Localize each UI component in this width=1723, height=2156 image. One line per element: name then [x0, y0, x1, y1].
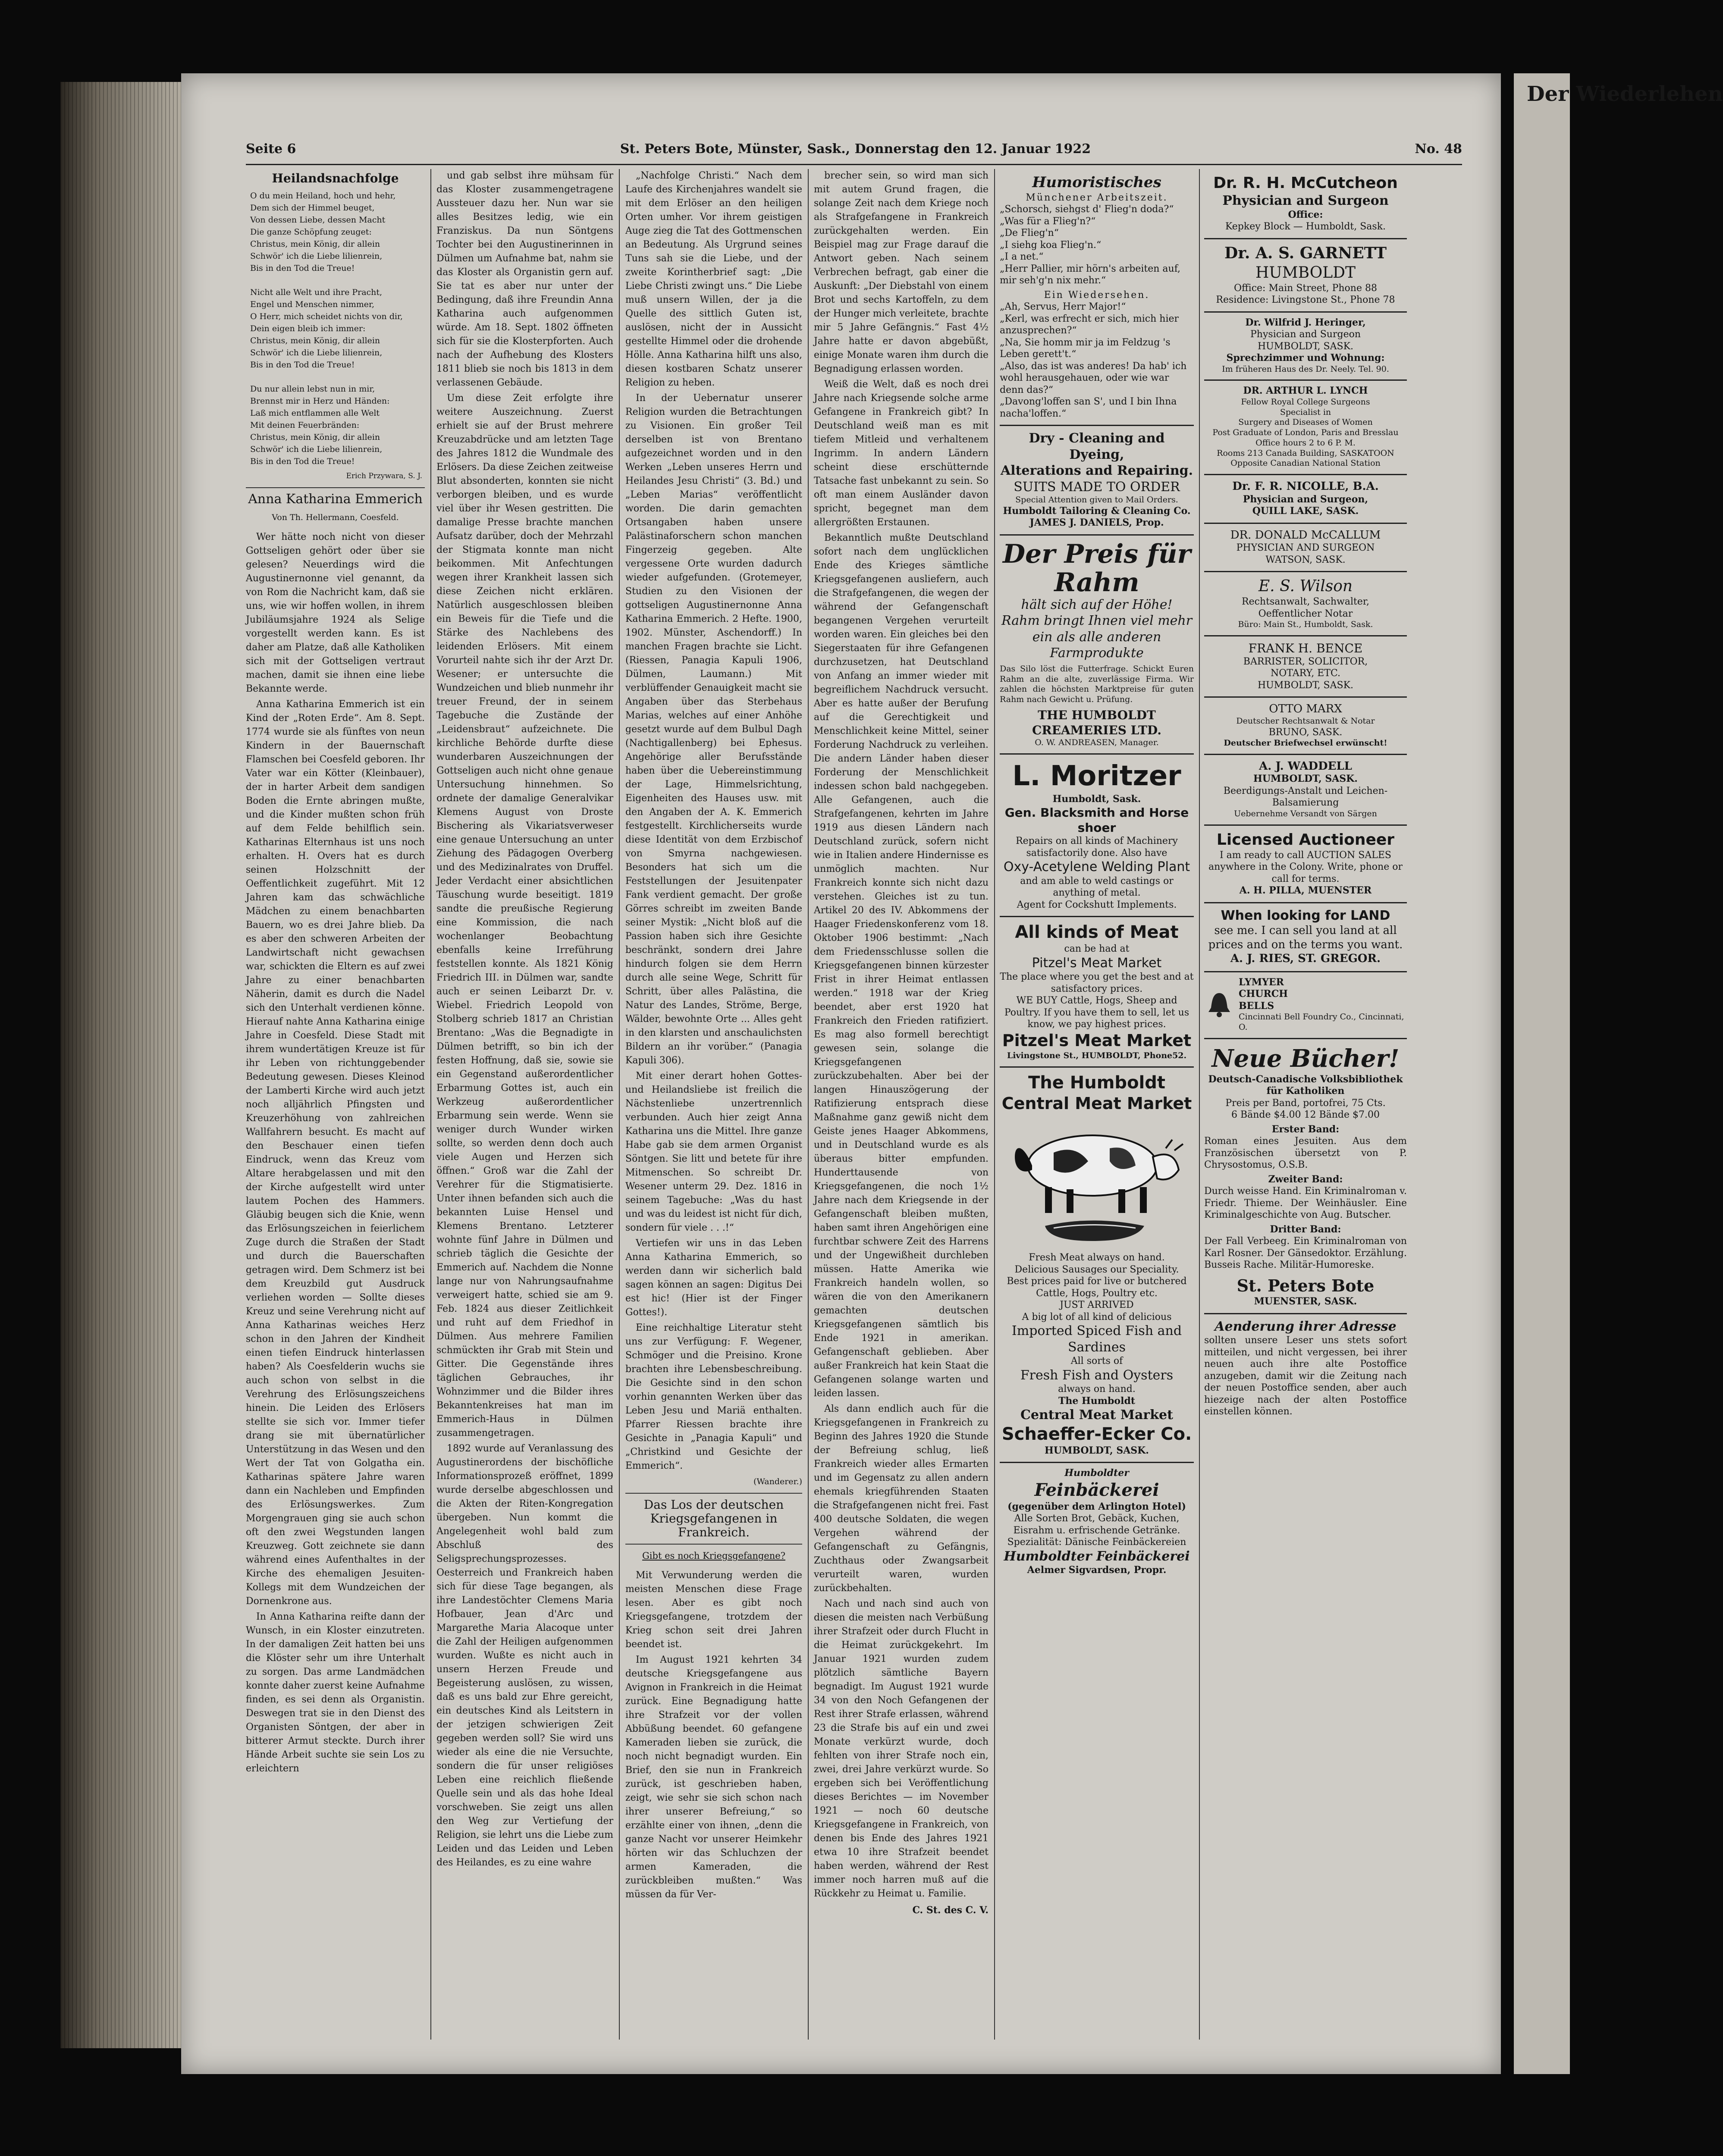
poem-line: Schwör' ich die Liebe lilienrein,: [250, 348, 383, 357]
paragraph: Wer hätte noch nicht von dieser Gottseligen gehört oder über sie gelesen? Neuerdings wird die Augustinernonne viel genannt, da von Rom die Nachricht kam, daß sie uns, wie wir hoffen wollen, in ihrem Jubiläumsjahre 1924 als Selige vorgestellt werden kann. Es ist daher am Platze, daß alle Katholiken sich mit der Gottseligen vertraut machen, damit sie ihnen eine liebe Bekannte werde.: [246, 532, 425, 694]
divider: [625, 1544, 802, 1545]
ad-line: and am able to weld castings or anything of metal.: [1020, 875, 1174, 898]
humor-line: „Herr Pallier, mir hörn's arbeiten auf, mir seh'g'n nix mehr.“: [1000, 263, 1181, 286]
ad-line: can be had at: [1064, 943, 1130, 954]
ad-line: Humboldter Feinbäckerei: [1004, 1548, 1190, 1564]
ad-line: O. W. ANDREASEN, Manager.: [1035, 737, 1159, 747]
card-heringer: [1204, 313, 1407, 381]
column-6-cards: [1204, 169, 1407, 2040]
card-line: Office: Main Street, Phone 88: [1234, 282, 1377, 294]
header-rule: [246, 164, 1462, 165]
humor-line: „Davong'loffen san S', und I bin Ihna nacha'loffen.“: [1000, 396, 1177, 419]
ad-central-meat: [1000, 1068, 1194, 1463]
ad-line: Delicious Sausages our Speciality.: [1014, 1264, 1179, 1275]
column-3: [625, 169, 802, 2040]
poem-line: Bis in den Tod die Treue!: [250, 360, 355, 370]
poem-line: Laß mich entflammen alle Welt: [250, 408, 380, 418]
card-line: Office:: [1288, 209, 1323, 220]
ad-line: Imported Spiced Fish and Sardines: [1011, 1323, 1182, 1355]
card-mccallum: [1204, 524, 1407, 573]
paragraph: In Anna Katharina reifte dann der Wunsch, in ein Kloster einzutreten. In der damaligen Zeit hatten bei uns die Klöster sehr um ihre Unterhalt zu sorgen. Das arme Landmädchen konnte daher zuerst keine Aufnahme finden, es sei denn als Organistin. Deswegen trat sie in den Dienst des Organisten Söntgen, der aber in bitterer Armut steckte. Durch ihrer Hände Arbeit suchte sie sein Los zu erleichtern: [246, 1611, 425, 1774]
article-signature: C. St. des C. V.: [912, 1905, 989, 1916]
humor-line: „Na, Sie homm mir ja im Feldzug 's Leben gerett't.“: [1000, 337, 1171, 360]
column-2: [436, 169, 613, 2040]
ad-line: Aelmer Sigvardsen, Propr.: [1027, 1564, 1167, 1576]
ad-line: Humboldter: [1064, 1467, 1129, 1479]
card-name: Dr. F. R. NICOLLE, B.A.: [1232, 480, 1379, 493]
ad-line: Der Fall Verbeeg. Ein Kriminalroman von Karl Rosner. Der Gänsedoktor. Erzählung. Busseis Rache. Militär-Humoreske.: [1204, 1236, 1407, 1270]
card-line: Im früheren Haus des Dr. Neely. Tel. 90.: [1222, 364, 1389, 374]
ad-line: Humboldt, Sask.: [1052, 793, 1141, 805]
card-line: Surgery and Diseases of Women: [1238, 417, 1373, 427]
article-body: [625, 169, 802, 1473]
ad-line: Fresh Fish and Oysters: [1020, 1367, 1174, 1383]
card-line: Cincinnati Bell Foundry Co., Cincinnati, O.: [1239, 1012, 1404, 1032]
column-rule: [808, 169, 809, 2040]
card-name: Dr. R. H. McCutcheon: [1213, 174, 1398, 192]
ad-line: (gegenüber dem Arlington Hotel): [1007, 1501, 1186, 1512]
ad-line: Alterations and Repairing.: [1000, 463, 1193, 478]
ad-line: Agent for Cockshutt Implements.: [1017, 899, 1177, 910]
card-line: NOTARY, ETC.: [1271, 668, 1340, 679]
ad-line: Livingstone St., HUMBOLDT, Phone52.: [1007, 1051, 1187, 1060]
card-line: Deutscher Rechtsanwalt & Notar: [1236, 716, 1375, 726]
notice-title: Aenderung ihrer Adresse: [1215, 1319, 1397, 1334]
paragraph: Mit einer derart hohen Gottes- und Heilandsliebe ist freilich die Nächstenliebe unzertrennlich verbunden. Auch hier zeigt Anna Katharina uns die Mittel. Ihre ganze Habe gab sie dem armen Organist Söntgen. Sie litt und betete für ihre Mitmenschen. So schreibt Dr. Wesener unterm 29. Dez. 1816 in seinem Tagebuche: „Was du hast und was du leidest ist nicht für dich, sondern für viele . . .!“: [625, 1071, 802, 1233]
card-mccutcheon: [1204, 169, 1407, 239]
humor-line: „Kerl, was erfrecht er sich, mich hier anzusprechen?“: [1000, 313, 1179, 336]
card-line: see me. I can sell you land at all prices and on the terms you want.: [1208, 924, 1403, 951]
humor2-text: [1000, 301, 1194, 420]
column-rule: [994, 169, 995, 2040]
ad-line: Spezialität: Dänische Feinbäckereien: [1007, 1537, 1186, 1548]
humor-title: Humoristisches: [1032, 174, 1161, 191]
ad-line: Deutsch-Canadische Volksbibliothek für Katholiken: [1208, 1073, 1403, 1097]
ad-line: Special Attention given to Mail Orders.: [1015, 495, 1178, 505]
poem-line: Dein eigen bleib ich immer:: [250, 324, 366, 333]
card-line: Fellow Royal College Surgeons: [1241, 397, 1370, 407]
page-header: [246, 138, 1462, 160]
ad-line: HUMBOLDT, SASK.: [1045, 1445, 1149, 1456]
paragraph: Mit Verwunderung werden die meisten Menschen diese Frage lesen. Aber es gibt noch Kriegsgefangene, trotzdem der Krieg schon seit drei Jahren beendet ist.: [625, 1570, 802, 1650]
card-name: E. S. Wilson: [1258, 577, 1353, 595]
humor-line: „I a net.“: [1000, 251, 1044, 262]
ad-title: Neue Bücher!: [1211, 1044, 1400, 1073]
ad-line: Central Meat Market: [1020, 1407, 1173, 1423]
poem-title: Heilandsnachfolge: [272, 171, 399, 185]
ad-line: All sorts of: [1070, 1356, 1123, 1367]
column-4: [814, 169, 989, 2040]
cow-illustration-icon: [1006, 1118, 1187, 1247]
paragraph: Eine reichhaltige Literatur steht uns zur Verfügung: F. Wegener, Schmöger und die Preisino. Krone brachten ihre Lebensbeschreibung. Die Gesichte sind in den schon vorhin genannten Werken über das Leben Jesu und Mariä enthalten. Pfarrer Riessen brachte ihre Gesichte in „Panagia Kapuli“ und „Christkind und Gesichte der Emmerich“.: [625, 1322, 802, 1471]
ad-line: Preis per Band, portofrei, 75 Cts.: [1225, 1097, 1386, 1109]
humor-line: „Schorsch, siehgst d' Flieg'n doda?“: [1000, 204, 1174, 215]
paragraph: Als dann endlich auch für die Kriegsgefangenen in Frankreich zu Beginn des Jahres 1920 die Stunde der Befreiung schlug, ließ Frankreich wieder alles Ermarten und im Gegensatz zu allen andern ehemals kriegführenden Staaten die Strafgefangenen nicht frei. Fast 400 deutsche Soldaten, die wegen Vergehen während der Gefangenschaft zu Gefängnis, Zuchthaus oder Zwangsarbeit verurteilt waren, wurden zurückbehalten.: [814, 1404, 989, 1594]
card-name: FRANK H. BENCE: [1248, 641, 1363, 655]
article2-subtitle: Gibt es noch Kriegsgefangene?: [642, 1551, 785, 1561]
poem-line: Du nur allein lebst nun in mir,: [250, 384, 375, 394]
card-line: HUMBOLDT, SASK.: [1258, 680, 1353, 691]
poem-line: Christus, mein König, dir allein: [250, 432, 380, 442]
column-rule: [1199, 169, 1200, 2040]
ad-title: All kinds of Meat: [1015, 922, 1179, 942]
card-line: CHURCH: [1239, 988, 1288, 1000]
card-name: Dr. A. S. GARNETT: [1224, 244, 1387, 262]
notice-text: sollten unsere Leser uns stets sofort mitteilen, und nicht vergessen, bei ihrer neuen auch ihre alte Postoffice anzugeben, damit wir die Zeitung nach der neuen Postoffice senden, aber auch hiezeige nach der alten Postoffice einstellen können.: [1204, 1335, 1407, 1417]
card-line: Physician and Surgeon: [1222, 193, 1389, 208]
ad-company: THE HUMBOLDT CREAMERIES LTD.: [1032, 708, 1161, 737]
card-line: PHYSICIAN AND SURGEON: [1236, 542, 1375, 553]
poem-line: Bis in den Tod die Treue!: [250, 457, 355, 466]
facing-page-edge: [1514, 73, 1723, 2074]
ad-books: [1204, 1039, 1407, 1314]
card-auctioneer: [1204, 826, 1407, 903]
column-1: [246, 169, 425, 2040]
humor-line: „I siehg koa Flieg'n.“: [1000, 239, 1102, 251]
card-wilson: [1204, 572, 1407, 636]
card-bence: [1204, 636, 1407, 698]
card-line: I am ready to call AUCTION SALES anywhere in the Colony. Write, phone or call for terms.: [1208, 849, 1403, 884]
column-rule: [619, 169, 620, 2040]
ad-title: Central Meat Market: [1001, 1094, 1192, 1113]
ad-bakery: [1000, 1463, 1194, 1582]
poem-author: Erich Przywara, S. J.: [346, 472, 422, 480]
card-name: A. J. WADDELL: [1259, 759, 1352, 773]
card-line: HUMBOLDT: [1255, 263, 1356, 282]
paragraph: und gab selbst ihre mühsam für das Kloster zusammengetragene Aussteuer dazu her. Nun war sie alles Besitzes ledig, wie ein Franziskus. Da nun Söntgens Tochter bei den Augustinerinnen in Dülmen um Aufnahme bat, nahm sie das Kloster als Organistin gern auf. Sie tat es aber nur unter der Bedingung, daß ihre Freundin Anna Katharina auch aufgenommen würde. Am 18. Sept. 1802 öffneten sich für sie die Klosterpforten. Auch nach der Aufhebung des Klosters 1811 blieb sie noch bis 1813 in dem verlassenen Gebäude.: [436, 170, 613, 388]
paragraph: Um diese Zeit erfolgte ihre weitere Auszeichnung. Zuerst erhielt sie auf der Brust mehrere Kreuzabdrücke und am letzten Tage des Jahres 1812 die Wundmale des Erlösers. Da diese Zeichen zeitweise Blut absonderten, konnten sie nicht verborgen bleiben, und es wurde viel über ihr Wesen gestritten. Die damalige Presse brachte manchen Aufsatz darüber, doch der Mehrzahl der Stigmata konnte man nicht beikommen. Mit Anfechtungen wegen ihrer Krankheit lassen sich diese Zeichen nicht erklären. Natürlich ausgeschlossen bleiben ein Beweis für die Tiefe und die Stärke des Nachlebens des leidenden Erlösers. Mit einem Vorurteil nahte sich ihr der Arzt Dr. Wesener; er untersuchte die Wundzeichen und blieb nunmehr ihr treuer Freund, der in seinem Tagebuche die Zustände der „Leidensbraut“ aufzeichnete. Die kirchliche Behörde durfte diese wunderbaren Auszeichnungen der Gottseligen auch nicht ohne genaue Untersuchung hinnehmen. So ordnete der damalige Generalvikar Klemens August von Droste Bischering als Vikariatsverweser eine genaue Untersuchung an unter Ziehung des Pädagogen Overberg und des Medizinalrates von Druffel. Jeder Verdacht einer absichtlichen Täuschung wurde beseitigt. 1819 sandte die preußische Regierung eine Kommission, die nach wochenlanger Beobachtung ebenfalls keine Irreführung feststellen konnte. Als 1821 König Friedrich III. in Dülmen war, sandte auch er seinen Leibarzt Dr. v. Wiebel. Friedrich Leopold von Stolberg schrieb 1817 an Christian Brentano: „Was die Begnadigte in Dülmen betrifft, so bin ich der festen Hoffnung, daß sie, sowie sie ein Gegenstand außerordentlicher Erbarmung Gottes ist, auch ein Werkzeug außerordentlicher Erbarmung sein werde. Wenn sie weniger durch Wunder wirken sollte, so werden denn doch auch viele Augen und Herzen sich öffnen.“ Groß war die Zahl der Verehrer für die Stigmatisierte. Unter ihnen befanden sich auch die bekannten Luise Hensel und Klemens Brentano. Letzterer wohnte fünf Jahre in Dülmen und schrieb täglich die Gesichte der Emmerich auf. Nachdem die Nonne lange nur von Nahrungsaufnahme verweigert hatte, schied sie am 9. Feb. 1824 aus dieser Zeitlichkeit und ruht auf dem Friedhof in Dülmen. Aus mehrere Familien schmückten ihr Grab mit Stein und Gitter. Die Gegenstände ihres täglichen Gebrauches, ihr Wohnzimmer und die Bilder ihres Bekanntenkreises hat man im Emmerich-Haus in Dülmen zusammengetragen.: [436, 393, 613, 1438]
card-line: Physician and Surgeon,: [1243, 493, 1368, 505]
ad-line: The Humboldt: [1058, 1395, 1136, 1407]
ad-line: Fresh Meat always on hand.: [1029, 1252, 1165, 1263]
ad-line: Zweiter Band:: [1268, 1173, 1343, 1185]
article-body: [246, 530, 425, 1776]
ad-line: Gen. Blacksmith and Horse shoer: [1004, 805, 1189, 835]
page-number: Seite 6: [246, 141, 296, 157]
book-binding: [60, 82, 185, 2048]
poem-line: Von dessen Liebe, dessen Macht: [250, 215, 386, 225]
card-church-bells: [1204, 972, 1407, 1039]
card-line: Sprechzimmer und Wohnung:: [1226, 352, 1385, 364]
ad-line: Pitzel's Meat Market: [1032, 955, 1162, 971]
paragraph: Weiß die Welt, daß es noch drei Jahre nach Kriegsende solche arme Gefangene in Frankreich gibt? In Deutschland weiß man es mit tiefem Mitleid und verhaltenem Ingrimm. In andern Ländern scheint diese erschütternde Tatsache fast unbekannt zu sein. So oft man einem Ausländer davon spricht, begegnet man dem allergrößten Erstaunen.: [814, 379, 989, 528]
poem-line: Mit deinen Feuerbränden:: [250, 420, 360, 430]
humor-line: „De Flieg'n“: [1000, 228, 1059, 238]
card-line: Physician and Surgeon: [1250, 329, 1361, 340]
ad-line: Erster Band:: [1271, 1123, 1340, 1135]
card-name: Dr. Wilfrid J. Heringer,: [1245, 317, 1366, 328]
humor-line: „Was für a Flieg'n?“: [1000, 216, 1096, 227]
ad-line: Best prices paid for live or butchered Cattle, Hogs, Poultry etc.: [1007, 1276, 1187, 1299]
card-line: Beerdigungs-Anstalt und Leichen-Balsamierung: [1223, 785, 1388, 808]
poem-line: [250, 371, 425, 383]
ad-creamery: [1000, 536, 1194, 755]
ad-line: Oxy-Acetylene Welding Plant: [1003, 859, 1190, 874]
card-name: OTTO MARX: [1269, 702, 1342, 716]
source-credit: (Wanderer.): [753, 1477, 802, 1486]
paragraph: „Nachfolge Christi.“ Nach dem Laufe des Kirchenjahres wandelt sie mit dem Erlöser an den heiligen Orten umher. Vor ihrem geistigen Auge zieg die Tat des Gottmenschen an Bedeutung. Als Urgrund seines Tuns sah sie die Liebe, und der zweite Korintherbrief sagt: „Die Liebe Christi zwingt uns.“ Die Liebe muß unsern Willen, der ja die Quelle des sittlich Guten ist, auslösen, nicht der in Aussicht gestellte Himmel oder die drohende Hölle. Anna Katharina hilft uns also, diesen kostbaren Schatz unserer Religion zu heben.: [625, 170, 802, 388]
card-name: DR. ARTHUR L. LYNCH: [1243, 385, 1368, 397]
ad-line: Dritter Band:: [1270, 1223, 1341, 1235]
poem: [250, 190, 425, 467]
card-garnett: [1204, 239, 1407, 313]
ad-line: JAMES J. DANIELS, Prop.: [1029, 517, 1164, 529]
card-line: Opposite Canadian National Station: [1230, 458, 1381, 468]
poem-line: Bis in den Tod die Treue!: [250, 263, 355, 273]
ad-line: Das Silo löst die Futterfrage. Schickt Euren Rahm an die alte, zuverlässige Firma. Wir zahlen die höchsten Marktpreise für guten Rahm nach Gewicht u. Prüfung.: [1000, 664, 1194, 704]
ad-line: Humboldt Tailoring & Cleaning Co.: [1003, 505, 1191, 517]
card-nicolle: [1204, 475, 1407, 524]
ad-line: A big lot of all kind of delicious: [1022, 1311, 1172, 1322]
ad-dry-cleaning: [1000, 426, 1194, 536]
ad-line: SUITS MADE TO ORDER: [1014, 479, 1180, 495]
ad-title: L. Moritzer: [1012, 760, 1181, 792]
card-ries: [1204, 903, 1407, 972]
paragraph: In der Uebernatur unserer Religion wurden die Betrachtungen zu Visionen. Ein großer Teil derselben ist von Brentano aufgezeichnet worden und in den Werken „Leben unseres Herrn und Heilandes Jesu Christi“ (3. Bd.) und „Leben Marias“ veröffentlicht worden. Die darin gemachten Ortsangaben haben unsere Palästinaforschern schon manchen Fingerzeig gegeben. Alte vergessene Orte wurden dadurch wieder aufgefunden. (Grotemeyer, Studien zu den Visionen der gottseligen Augustinernonne Anna Katharina Emmerich. 2 Hefte. 1900, 1902. Münster, Aschendorff.) In manchen Fragen brachte sie Licht. (Riessen, Panagia Kapuli 1906, Dülmen, Laumann.) Mit verblüffender Genauigkeit macht sie Angaben über das Sterbehaus Marias, welches auf einer Anhöhe gesetzt wurde auf dem Bulbul Dagh (Nachtigallenberg) bei Ephesus. Angehörige aller Berufsstände haben über die Uebereinstimmung der Lage, Himmelsrichtung, Eigenheiten des Hauses usw. mit den Angaben der A. K. Emmerich festgestellt. Kirchlicherseits wurde diese Identität von dem Erzbischof von Smyrna nachgewiesen. Besonders hat sich um die Feststellungen der Jesuitenpater Fank verdient gemacht. Der große Görres schreibt im zweiten Bande seiner Mystik: „Nicht bloß auf die Passion haben sich ihre Gesichte beschränkt, sondern drei Jahre hindurch folgen sie dem Herrn durch alle seine Wege, Schritt für Schritt, über alles Palästina, die Natur des Landes, Ströme, Berge, Wälder, bewohnte Orte ... Alles geht in den klarsten und anschaulichsten Bildern an ihr vorüber.“ (Panagia Kapuli 306).: [625, 393, 802, 1066]
ad-line: The place where you get the best and at satisfactory prices.: [1000, 971, 1194, 994]
ad-title: Der Preis für Rahm: [1002, 539, 1191, 598]
poem-line: Schwör' ich die Liebe lilienrein,: [250, 445, 383, 454]
paragraph: Anna Katharina Emmerich ist ein Kind der „Roten Erde“. Am 8. Sept. 1774 wurde sie als fünftes von neun Kindern in der Bauernschaft Flamschen bei Coesfeld geboren. Ihr Vater war ein Kötter (Kleinbauer), der in harter Arbeit dem sandigen Boden die Ernte abringen mußte, und die Kinder mußten schon früh auf dem Felde behilflich sein. Katharinas Elternhaus ist uns noch erhalten. H. Overs hat es durch seinen Holzschnitt der Oeffentlichkeit zugeführt. Mit 12 Jahren kam das schwächliche Mädchen zu einem benachbarten Bauern, wo es drei Jahre blieb. Da es aber den schweren Arbeiten der Landwirtschaft nicht gewachsen war, schickten die Eltern es auf zwei Jahre zu einer benachbarten Näherin, damit es durch die Nadel sich den Unterhalt verdienen könne. Hierauf nahte Anna Katharina einige Jahre in Coesfeld. Diese Stadt mit ihrem wundertätigen Kreuze ist für ihr Leben von richtunggebender Bedeutung gewesen. Dieses Kleinod der Lamberti Kirche wird auch jetzt noch alljährlich Pfingsten und Kreuzerhöhung von zahlreichen Wallfahrern besucht. Es macht auf den Beschauer einen tiefen Eindruck, wenn das Kreuz vom Altare herabgelassen und mit den der Kirche aufgestellt wird unter lautem Pochen des Hammers. Gläubig beugen sich die Knie, wenn das Erlösungszeichen in feierlichem Zuge durch die Straßen der Stadt und durch die Bauerschaften getragen wird. Dem Schmerz ist bei dem Kreuzbild gut Ausdruck verliehen worden — Sollte dieses Kreuz und seine Verehrung nicht auf Anna Katharinas weiches Herz schon in den Jahren der Kindheit einen tiefen Eindruck hinterlassen haben? Als Coesfelderin wuchs sie auch schon von selbst in die Verehrung des Erlösungszeichens hinein. Die Leiden des Erlösers stellte sie sich vor. Immer tiefer drang sie mit übernatürlicher Unterstützung in das Wesen und den Wert der Tat von Golgatha ein. Katharinas spätere Jahre waren dann ein Nachleben und Empfinden des Erlösungswerkes. Zum Morgengrauen ging sie auch schon oft den zwei Wegstunden langen Kreuzweg. Gott zeichnete sie dann während eines Aufenthaltes in der Kirche des ehemaligen Jesuiten-Kollegs mit dem Wundzeichen der Dornenkrone aus.: [246, 699, 425, 1607]
ad-line: hält sich auf der Höhe!: [1021, 597, 1173, 612]
divider: [246, 487, 425, 488]
divider: [625, 1493, 802, 1494]
ad-line: Pitzel's Meat Market: [1002, 1031, 1192, 1050]
poem-line: Christus, mein König, dir allein: [250, 239, 380, 249]
card-line: Post Graduate of London, Paris and Bresslau: [1212, 428, 1399, 437]
humor-line: „Ah, Servus, Herr Major!“: [1000, 301, 1126, 312]
card-waddell: [1204, 755, 1407, 826]
card-name: Licensed Auctioneer: [1216, 830, 1395, 849]
article2-body: [625, 1569, 802, 1902]
ad-line: St. Peters Bote: [1237, 1275, 1375, 1295]
ad-title: Feinbäckerei: [1034, 1479, 1159, 1500]
card-line: Uebernehme Versandt von Särgen: [1234, 808, 1377, 818]
card-line: QUILL LAKE, SASK.: [1252, 505, 1359, 517]
humor-section: [1000, 169, 1194, 426]
poem-line: O Herr, mich scheidet nichts von dir,: [250, 312, 403, 321]
ad-line: JUST ARRIVED: [1060, 1300, 1134, 1311]
card-line: BARRISTER, SOLICITOR,: [1243, 656, 1368, 667]
facing-page-text: Der Wiederlehen: [1527, 82, 1723, 106]
humor2-title: Ein Wiedersehen.: [1044, 289, 1150, 301]
card-name: DR. DONALD McCALLUM: [1230, 528, 1381, 542]
poem-line: Engel und Menschen nimmer,: [250, 300, 375, 309]
ad-line: MUENSTER, SASK.: [1254, 1296, 1357, 1307]
card-marx: [1204, 698, 1407, 755]
bell-icon: [1204, 990, 1234, 1020]
ad-line: WE BUY Cattle, Hogs, Sheep and Poultry. If you have them to sell, let us know, we pay highest prices.: [1004, 995, 1189, 1030]
card-lynch: [1204, 381, 1407, 475]
poem-line: [250, 274, 425, 286]
ad-line: Schaeffer-Ecker Co.: [1001, 1424, 1192, 1444]
paragraph: Im August 1921 kehrten 34 deutsche Kriegsgefangene aus Avignon in Frankreich in die Heimat zurück. Eine Begnadigung hatte ihre Strafzeit vor der vollen Abbüßung beendet. 60 gefangene Kameraden lieben sie zurück, die noch nicht begnadigt wurden. Ein Brief, den sie nun in Frankreich zurück, ist geschrieben haben, zeigt, wie sehr sie sich schon nach ihrer unserer Befreiung,“ so erzählte einer von ihnen, „denn die ganze Nacht vor unserer Heimkehr hörten wir das Schluchzen der armen Kameraden, die zurückbleiben mußten.“ Was müssen da für Ver-: [625, 1655, 802, 1900]
poem-line: Dem sich der Himmel beuget,: [250, 203, 375, 213]
ad-pitzel-meat: [1000, 917, 1194, 1068]
card-line: Büro: Main St., Humboldt, Sask.: [1238, 620, 1373, 629]
card-line: HUMBOLDT, SASK.: [1253, 773, 1358, 785]
card-line: Oeffentlicher Notar: [1258, 608, 1353, 619]
ad-line: Repairs on all kinds of Machinery satisfactorily done. Also have: [1016, 836, 1178, 859]
issue-number: No. 48: [1415, 141, 1462, 157]
card-line: BELLS: [1239, 1000, 1274, 1012]
card-line: BRUNO, SASK.: [1268, 727, 1343, 738]
article-body: [436, 169, 613, 1870]
poem-line: Brennst mir in Herz und Händen:: [250, 396, 390, 406]
card-line: A. J. RIES, ST. GREGOR.: [1230, 952, 1381, 965]
card-line: Kepkey Block — Humboldt, Sask.: [1225, 221, 1386, 232]
paragraph: 1892 wurde auf Veranlassung des Augustinerordens der bischöfliche Informationsprozeß eröffnet, 1899 wurde derselbe abgeschlossen und die Akten der Riten-Kongregation übergeben. Nun kommt die Angelegenheit wohl bald zum Abschluß des Seligsprechungsprozesses. Oesterreich und Frankreich haben sich für diese Tage begangen, als ihre Landestöchter Clemens Maria Hofbauer, Jean d'Arc und Margarethe Maria Alacoque unter die Zahl der Heiligen aufgenommen wurden. Wußte es nicht auch in unsern Herzen Freude und Begeisterung auslösen, zu wissen, daß es uns bald zur Ehre gereicht, ein deutsches Kind als Leitstern in der jetzigen schwierigen Zeit gegeben werden soll? Sie wird uns wieder als eine die nie Versuchte, sondern die für unser religiöses Leben eine reichlich fließende Quelle sein und als das hohe Ideal vorschweben. Sie zeigt uns allen den Weg zur Vertiefung der Religion, sie lehrt uns die Liebe zum Leiden und das Leiden und Leben des Heilandes, es zu eine wahre: [436, 1443, 613, 1868]
column-5-ads: [1000, 169, 1194, 2040]
paragraph: Bekanntlich mußte Deutschland sofort nach dem unglücklichen Ende des Krieges sämtliche Kriegsgefangenen ausliefern, auch die Strafgefangenen, die wegen der während der Gefangenschaft begangenen Vergehen verurteilt worden waren. Ein gleiches bei den Siegerstaaten für ihre Gefangenen durchzusetzen, hat Deutschland von Anfang an immer wieder mit begreiflichem Nachdruck versucht. Aber es hatte außer der Berufung auf die Gerechtigkeit und Menschlichkeit keine Mittel, seiner Forderung Nachdruck zu verleihen. Die andern Länder haben dieser Forderung der Menschlichkeit indessen schon bald nachgegeben. Alle Gefangenen, auch die Strafgefangenen, kehrten im Jahre 1919 aus diesen Ländern nach Deutschland zurück, sofern nicht wie in Italien andere Hindernisse es unmöglich machten. Nur Frankreich konnte sich nicht dazu verstehen. Gleiches ist zu tun. Artikel 20 des IV. Abkommens der Haager Friedenskonferenz vom 18. Oktober 1906 bestimmt: „Nach dem Friedensschlusse sollen die Kriegsgefangenen binnen kürzester Frist in ihrer Heimat entlassen werden.“ 1918 war der Krieg beendet, aber erst 1920 hat Frankreich den Frieden ratifiziert. Es mag also formell berechtigt gewesen sein, solange die Kriegsgefangenen zurückzubehalten. Aber bei der langen Hinauszögerung der Ratifizierung entsprach diese Maßnahme ganz gewiß nicht dem Geiste jenes Haager Abkommens, und in Deutschland wurde es als überaus bitter empfunden. Hunderttausende von Kriegsgefangenen, die noch 1½ Jahre nach dem Kriegsende in der Gefangenschaft bleiben mußten, haben samt ihren Angehörigen eine furchtbar schwere Zeit des Harrens und der Ungewißheit durchleben müssen. Hatte Amerika wie Frankreich handeln wollen, so wären die von den Amerikanern gemachten deutschen Kriegsgefangenen sämtlich bis Ende 1921 in amerikan. Gefangenschaft geblieben. Aber außer Frankreich hat kein Staat die Gefangenen solange warten und leiden lassen.: [814, 533, 989, 1399]
ad-line: Durch weisse Hand. Ein Kriminalroman v. Friedr. Thieme. Der Weinhäusler. Eine Kriminalgeschichte von Aug. Butscher.: [1204, 1186, 1407, 1220]
card-line: WATSON, SASK.: [1265, 554, 1346, 565]
humor-line: „Also, das ist was anderes! Da hab' ich wohl herausgehauen, oder wie war denn das?“: [1000, 360, 1187, 395]
poem-line: Schwör' ich die Liebe lilienrein,: [250, 251, 383, 261]
card-line: Office hours 2 to 6 P. M.: [1255, 438, 1356, 448]
card-line: HUMBOLDT, SASK.: [1258, 341, 1353, 352]
notice-address-change: [1204, 1314, 1407, 1423]
poem-line: Die ganze Schöpfung zeuget:: [250, 227, 372, 237]
ad-line: always on hand.: [1058, 1384, 1136, 1395]
card-line: Residence: Livingstone St., Phone 78: [1216, 295, 1395, 305]
ad-line: Rahm bringt Ihnen viel mehr ein als alle anderen Farmprodukte: [1001, 613, 1193, 661]
humor-subtitle: Münchener Arbeitszeit.: [1026, 192, 1168, 203]
ad-line: Roman eines Jesuiten. Aus dem Französischen übersetzt von P. Chrysostomus, O.S.B.: [1204, 1136, 1407, 1170]
masthead-line: St. Peters Bote, Münster, Sask., Donnerstag den 12. Januar 1922: [620, 141, 1091, 157]
card-line: Deutscher Briefwechsel erwünscht!: [1224, 738, 1387, 748]
paragraph: Vertiefen wir uns in das Leben Anna Katharina Emmerich, so werden dann wir sicherlich bald sagen können an sagen: Digitus Dei est hic! (Hier ist der Finger Gottes!).: [625, 1238, 802, 1318]
poem-line: O du mein Heiland, hoch und hehr,: [250, 191, 396, 201]
article-author: Von Th. Hellermann, Coesfeld.: [272, 513, 399, 522]
card-line: LYMYER: [1239, 976, 1284, 988]
ad-line: 6 Bände $4.00 12 Bände $7.00: [1231, 1109, 1380, 1120]
ad-line: Alle Sorten Brot, Gebäck, Kuchen, Eisrahm u. erfrischende Getränke.: [1013, 1513, 1180, 1536]
article-body: [814, 169, 989, 1901]
column-rule: [430, 169, 431, 2040]
paragraph: Nach und nach sind auch von diesen die meisten nach Verbüßung ihrer Strafzeit oder durch Flucht in die Heimat zurückgekehrt. Im Januar 1921 wurden zudem plötzlich sämtliche Bayern begnadigt. Im August 1921 wurde 34 von den Noch Gefangenen der Rest ihrer Strafe erlassen, während 23 die Strafe bis auf ein und zwei Monate verkürzt wurde, doch fehlten von ihrer Strafe noch ein, zwei, drei Jahre verkürzt wurde. So ergeben sich bei Veröffentlichung dieses Berichtes — im November 1921 — noch 60 deutsche Kriegsgefangene in Frankreich, von denen bis Ende des Jahres 1921 etwa 10 ihre Strafzeit beendet haben werden, während der Rest immer noch harren muß auf die Rückkehr zu Heimat u. Familie.: [814, 1598, 989, 1899]
paragraph: brecher sein, so wird man sich mit autem Grund fragen, die solange Zeit nach dem Kriege noch als Strafgefangene in Frankreich zurückgehalten werden. Ein Beispiel mag zur Frage darauf die Antwort geben. Nach seinem Verbrechen befragt, gab einer die Auskunft: „Der Diebstahl von einem Brot und sechs Kartoffeln, zu dem der Hunger mich verleitete, brachte mir 5 Jahre Gefängnis.“ Fast 4½ Jahre hatte er davon abgebüßt, einige Monate waren ihm durch die Begnadigung erlassen worden.: [814, 170, 989, 374]
card-line: A. H. PILLA, MUENSTER: [1239, 885, 1372, 896]
card-name: When looking for LAND: [1221, 908, 1390, 923]
ad-line: Dry - Cleaning and Dyeing,: [1029, 431, 1165, 462]
card-line: Rooms 213 Canada Building, SASKATOON: [1217, 448, 1394, 458]
newspaper-page: [181, 73, 1501, 2074]
card-line: Rechtsanwalt, Sachwalter,: [1242, 596, 1369, 607]
ad-title: The Humboldt: [1028, 1072, 1166, 1093]
ad-moritzer: [1000, 755, 1194, 918]
card-line: Specialist in: [1280, 407, 1331, 417]
poem-line: Nicht alle Welt und ihre Pracht,: [250, 288, 383, 297]
poem-line: Christus, mein König, dir allein: [250, 336, 380, 345]
article2-title: Das Los der deutschen Kriegsgefangenen in Frankreich.: [643, 1498, 784, 1539]
humor-text: [1000, 204, 1194, 287]
article-title: Anna Katharina Emmerich: [248, 492, 423, 507]
